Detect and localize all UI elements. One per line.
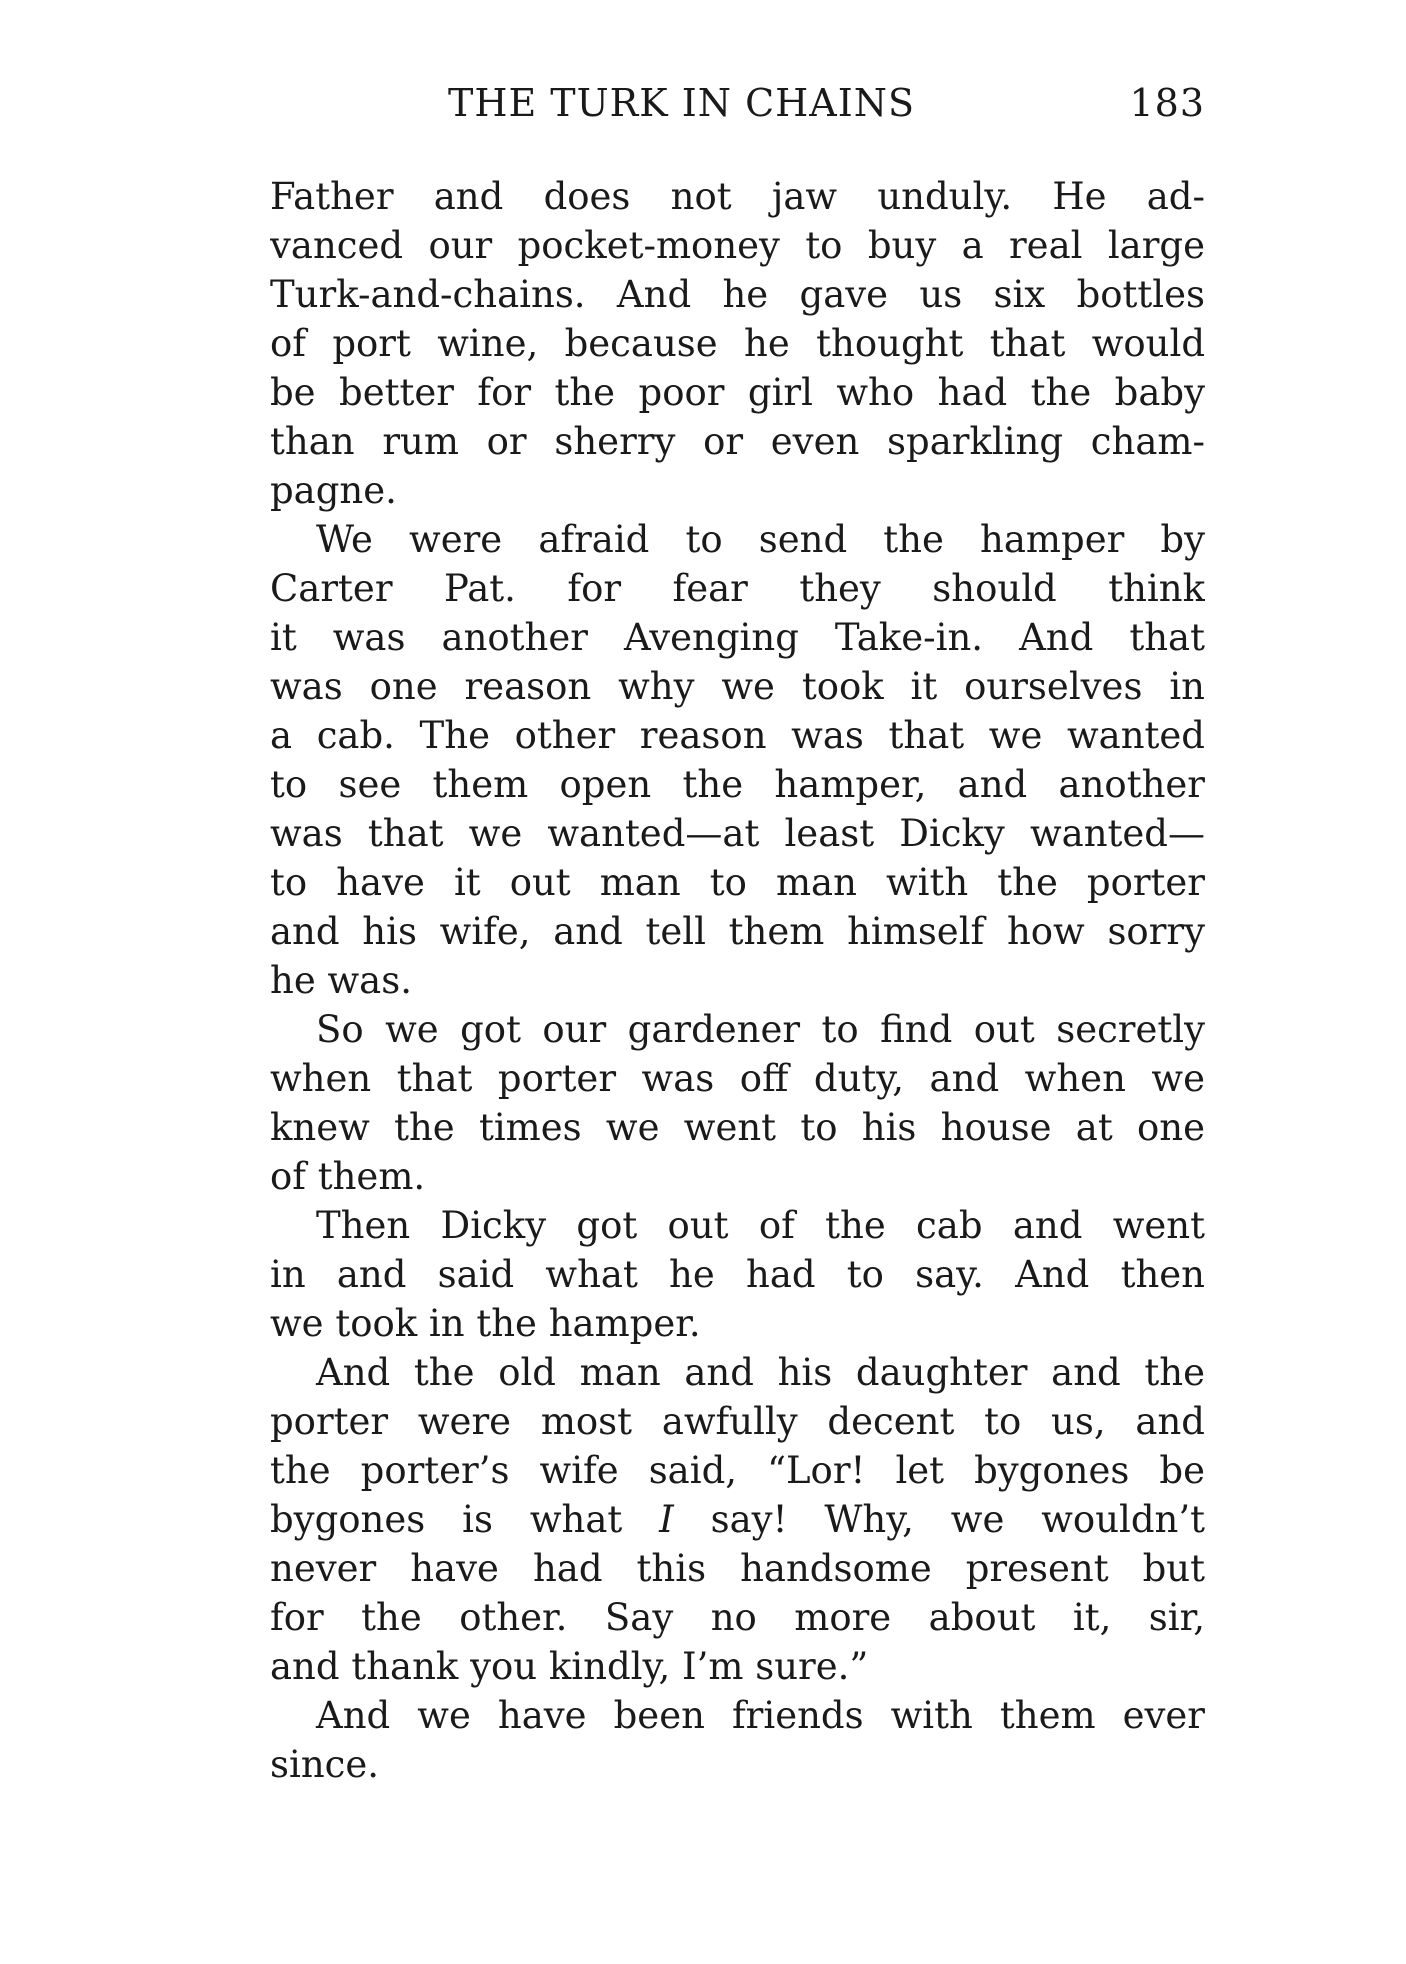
text-line: vanced our pocket-money to buy a real large: [270, 224, 1205, 267]
text-line: Carter Pat. for fear they should think: [270, 567, 1205, 610]
running-title: THE TURK IN CHAINS: [448, 81, 916, 125]
text-line: and thank you kindly, I’m sure.”: [270, 1645, 869, 1688]
text-line: we took in the hamper.: [270, 1302, 701, 1345]
text-line: when that porter was off duty, and when we: [270, 1057, 1205, 1100]
text-line: a cab. The other reason was that we wanted: [270, 714, 1205, 757]
text-line: Father and does not jaw unduly. He ad-: [270, 175, 1205, 218]
text-segment: say! Why, we wouldn’t: [673, 1498, 1205, 1541]
text-line: the porter’s wife said, “Lor! let bygones be: [270, 1449, 1205, 1492]
text-line: of port wine, because he thought that would: [270, 322, 1205, 365]
text-line: for the other. Say no more about it, sir,: [270, 1596, 1205, 1639]
italic-pronoun: I: [659, 1498, 674, 1541]
text-line: Turk-and-chains. And he gave us six bottles: [270, 273, 1205, 316]
text-line: never have had this handsome present but: [270, 1547, 1205, 1590]
body-text: [270, 172, 1205, 1789]
page-number: 183: [1129, 81, 1205, 125]
text-line: Then Dicky got out of the cab and went: [316, 1204, 1205, 1247]
text-line: since.: [270, 1743, 380, 1786]
text-line: he was.: [270, 959, 412, 1002]
text-segment: bygones is what: [270, 1498, 660, 1541]
text-line: We were afraid to send the hamper by: [316, 518, 1205, 561]
text-line: and his wife, and tell them himself how sorry: [270, 910, 1205, 953]
text-line: than rum or sherry or even sparkling cham-: [270, 420, 1205, 463]
text-line: of them.: [270, 1155, 426, 1198]
text-line: in and said what he had to say. And then: [270, 1253, 1205, 1296]
text-line: [270, 1495, 1205, 1544]
text-line: porter were most awfully decent to us, and: [270, 1400, 1205, 1443]
text-line: And we have been friends with them ever: [316, 1694, 1205, 1737]
text-line: And the old man and his daughter and the: [316, 1351, 1205, 1394]
text-line: to see them open the hamper, and another: [270, 763, 1205, 806]
text-line: it was another Avenging Take-in. And that: [270, 616, 1205, 659]
text-line: So we got our gardener to find out secretly: [316, 1008, 1205, 1051]
running-head: [270, 78, 1205, 128]
text-line: be better for the poor girl who had the baby: [270, 371, 1205, 414]
text-line: to have it out man to man with the porter: [270, 861, 1205, 904]
text-line: was that we wanted—at least Dicky wanted—: [270, 812, 1205, 855]
text-line: pagne.: [270, 469, 397, 512]
text-line: was one reason why we took it ourselves in: [270, 665, 1205, 708]
text-line: knew the times we went to his house at one: [270, 1106, 1205, 1149]
